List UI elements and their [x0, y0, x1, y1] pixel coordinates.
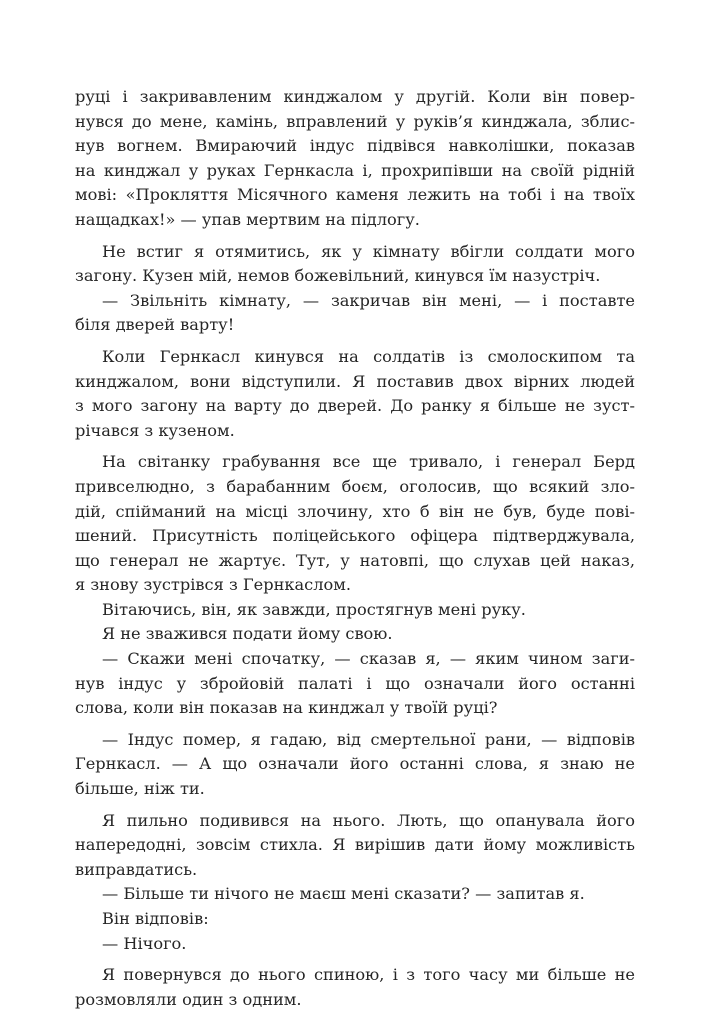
text-line: — Звільніть кімнату, — закричав він мені, — і поставте — [102, 290, 635, 310]
text-line: розмовляли один з одним. — [75, 989, 302, 1009]
text-line: нащадках!» — упав мертвим на підлогу. — [75, 209, 420, 229]
text-line: Не встиг я отямитись, як у кімнату вбігли солдати мого — [102, 241, 635, 261]
text-line: нув вогнем. Вмираючий індус підвівся навколішки, показав — [75, 136, 635, 156]
text-line: більше, ніж ти. — [75, 779, 205, 799]
text-line: руці і закривавленим кинджалом у другій. Коли він повер- — [75, 87, 635, 106]
text-line: Гернкасл. — А що означали його останні слова, я знаю не — [75, 754, 635, 774]
text-line: Я повернувся до нього спиною, і з того часу ми більше не — [102, 965, 635, 985]
text-line: Коли Гернкасл кинувся на солдатів із смолоскипом та — [102, 346, 635, 366]
text-line: виправдатись. — [75, 859, 198, 879]
text-line: напередодні, зовсім стихла. Я вирішив дати йому можливість — [75, 835, 635, 855]
text-line: слова, коли він показав на кинджал у твоїй руці? — [75, 698, 498, 718]
text-line: на кинджал у руках Гернкасла і, прохрипівши на своїй рідній — [75, 160, 635, 180]
page-text — [75, 85, 635, 1012]
text-line: річався з кузеном. — [75, 420, 235, 440]
text-line: я знову зустрівся з Гернкаслом. — [75, 575, 351, 595]
text-line: — Скажи мені спочатку, — сказав я, — яким чином заги- — [102, 649, 635, 669]
text-line: Вітаючись, він, як завжди, простягнув мені руку. — [102, 599, 526, 619]
text-line: біля дверей варту! — [75, 315, 235, 335]
text-line: Я не зважився подати йому свою. — [102, 624, 393, 644]
text-line: мові: «Прокляття Місячного каменя лежить на тобі і на твоїх — [75, 185, 635, 205]
text-line: привселюдно, з барабанним боєм, оголосив, що всякий зло- — [75, 476, 635, 496]
text-line: — Нічого. — [102, 933, 187, 953]
text-line: — Індус помер, я гадаю, від смертельної рани, — відповів — [102, 729, 635, 749]
text-line: — Більше ти нічого не маєш мені сказати? — запитав я. — [102, 884, 585, 904]
text-line: Я пильно подивився на нього. Лють, що опанувала його — [102, 810, 635, 830]
text-line: загону. Кузен мій, немов божевільний, кинувся їм назустріч. — [75, 266, 601, 286]
text-line: що генерал не жартує. Тут, у натовпі, що слухав цей наказ, — [75, 550, 635, 570]
text-line: шений. Присутність поліцейського офіцера підтверджувала, — [75, 526, 635, 546]
text-line: нув індус у збройовій палаті і що означали його останні — [75, 673, 635, 693]
text-line: дій, спійманий на місці злочину, хто б він не був, буде пові- — [75, 501, 635, 521]
text-line: нувся до мене, камінь, вправлений у руків’я кинджала, зблис- — [75, 111, 635, 131]
text-line: На світанку грабування все ще тривало, і генерал Берд — [102, 452, 635, 472]
text-line: Він відповів: — [102, 909, 209, 928]
text-line: з мого загону на варту до дверей. До ранку я більше не зуст- — [75, 396, 635, 416]
text-line: кинджалом, вони відступили. Я поставив двох вірних людей — [75, 371, 635, 391]
